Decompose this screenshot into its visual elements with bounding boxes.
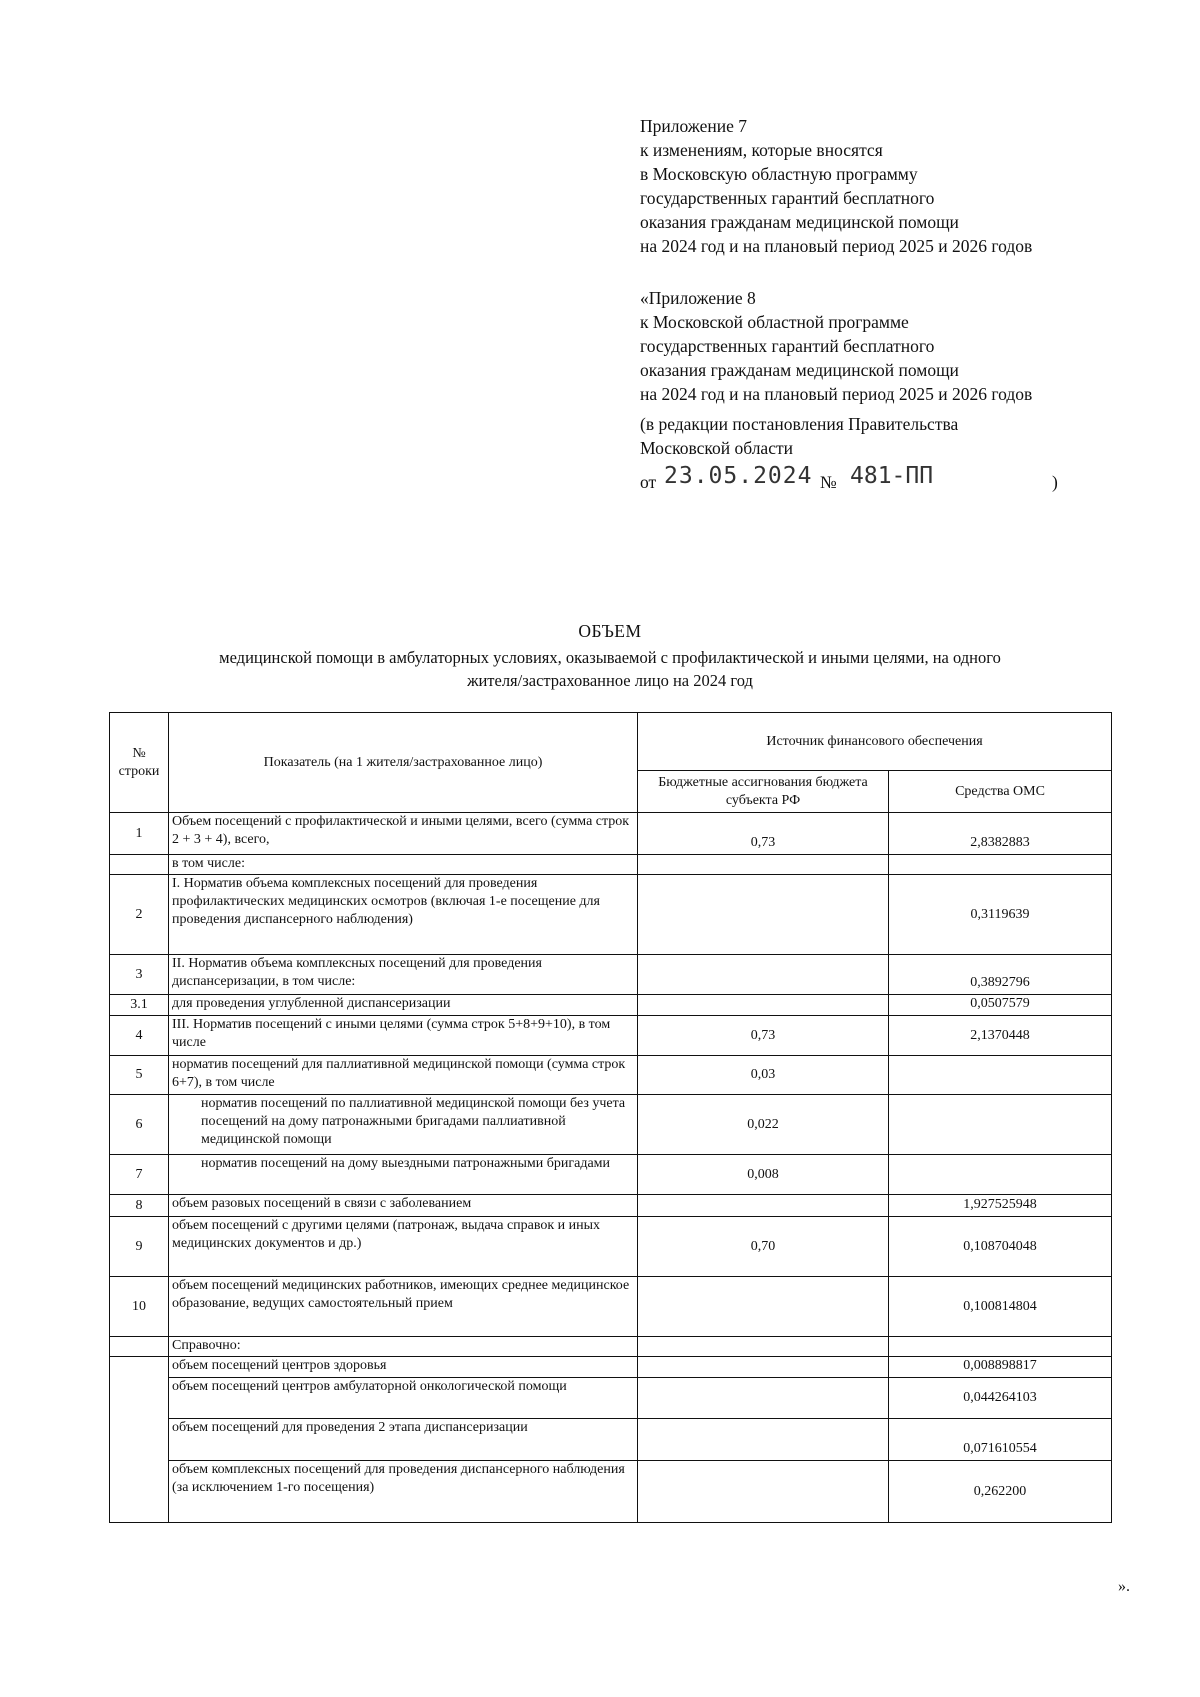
appendix-header (640, 114, 1160, 494)
row-oms (889, 1056, 1112, 1095)
row-indicator: объем посещений медицинских работников, имеющих среднее медицинское образование, ведущих самостоятельный прием (169, 1277, 638, 1337)
row-oms (889, 1337, 1112, 1357)
row-budget (638, 1337, 889, 1357)
row-number: 1 (110, 813, 169, 855)
table-row (110, 1195, 1112, 1217)
row-indicator: I. Норматив объема комплексных посещений для проведения профилактических медицинских осмотров (включая 1-е посещение для проведения диспансерного наблюдения) (169, 875, 638, 955)
row-budget (638, 1419, 889, 1461)
row-budget: 0,70 (638, 1217, 889, 1277)
table-row (110, 1461, 1112, 1523)
quote-line: государственных гарантий бесплатного (640, 336, 935, 356)
quote-line: «Приложение 8 (640, 288, 756, 308)
row-budget (638, 1378, 889, 1419)
close-paren: ) (1052, 472, 1058, 492)
row-budget: 0,73 (638, 813, 889, 855)
row-number: 2 (110, 875, 169, 955)
row-indicator: объем комплексных посещений для проведения диспансерного наблюдения (за исключением 1-го посещения) (169, 1461, 638, 1523)
row-oms: 0,071610554 (889, 1419, 1112, 1461)
row-oms: 2,1370448 (889, 1016, 1112, 1056)
row-number: 5 (110, 1056, 169, 1095)
row-indicator: в том числе: (169, 855, 638, 875)
table-row (110, 855, 1112, 875)
row-oms (889, 855, 1112, 875)
row-oms: 0,100814804 (889, 1277, 1112, 1337)
row-number: 3.1 (110, 995, 169, 1016)
resolution-stamp (640, 464, 1160, 494)
quote-line: на 2024 год и на плановый период 2025 и 2026 годов (640, 384, 1033, 404)
row-oms: 0,3892796 (889, 955, 1112, 995)
document-title (110, 621, 1110, 642)
row-indicator: норматив посещений для паллиативной медицинской помощи (сумма строк 6+7), в том числе (169, 1056, 638, 1095)
row-indicator: II. Норматив объема комплексных посещений для проведения диспансеризации, в том числе: (169, 955, 638, 995)
row-budget (638, 1277, 889, 1337)
appendix-line: оказания гражданам медицинской помощи (640, 212, 959, 232)
number-label: № (820, 472, 837, 492)
row-oms: 0,044264103 (889, 1378, 1112, 1419)
row-budget: 0,008 (638, 1155, 889, 1195)
title-heading: ОБЪЕМ (578, 621, 642, 641)
table-row (110, 1378, 1112, 1419)
table-row (110, 995, 1112, 1016)
table-row (110, 813, 1112, 855)
table-row (110, 1337, 1112, 1357)
table-row (110, 1419, 1112, 1461)
col-header-indicator: Показатель (на 1 жителя/застрахованное лицо) (169, 713, 638, 813)
quote-line: оказания гражданам медицинской помощи (640, 360, 959, 380)
table-row (110, 955, 1112, 995)
row-budget (638, 955, 889, 995)
table-row (110, 1277, 1112, 1337)
appendix-line: на 2024 год и на плановый период 2025 и 2026 годов (640, 236, 1033, 256)
table-row (110, 875, 1112, 955)
row-budget (638, 995, 889, 1016)
volume-table (109, 712, 1112, 1523)
row-budget (638, 875, 889, 955)
row-indicator: Справочно: (169, 1337, 638, 1357)
document-subtitle (110, 646, 1110, 692)
row-oms: 1,927525948 (889, 1195, 1112, 1217)
row-indicator: объем посещений центров амбулаторной онкологической помощи (169, 1378, 638, 1419)
row-number: 3 (110, 955, 169, 995)
row-oms: 2,8382883 (889, 813, 1112, 855)
row-oms: 0,262200 (889, 1461, 1112, 1523)
row-budget (638, 1357, 889, 1378)
appendix-line: государственных гарантий бесплатного (640, 188, 935, 208)
quote-line: к Московской областной программе (640, 312, 909, 332)
row-indicator: объем разовых посещений в связи с заболеванием (169, 1195, 638, 1217)
row-number: 10 (110, 1277, 169, 1337)
table-row (110, 1016, 1112, 1056)
row-indicator: для проведения углубленной диспансеризации (169, 995, 638, 1016)
table-row (110, 1357, 1112, 1378)
row-number: 4 (110, 1016, 169, 1056)
row-number: 7 (110, 1155, 169, 1195)
appendix-line: к изменениям, которые вносятся (640, 140, 883, 160)
row-oms: 0,3119639 (889, 875, 1112, 955)
title-line-2: жителя/застрахованное лицо на 2024 год (467, 671, 753, 690)
row-indicator: норматив посещений на дому выездными патронажными бригадами (169, 1155, 638, 1195)
row-oms (889, 1095, 1112, 1155)
resolution-number: 481-ПП (850, 463, 934, 489)
row-indicator: объем посещений с другими целями (патронаж, выдача справок и иных медицинских документов и др.) (169, 1217, 638, 1277)
row-number: 9 (110, 1217, 169, 1277)
row-number (110, 1337, 169, 1357)
table-row (110, 1155, 1112, 1195)
table-row (110, 1056, 1112, 1095)
col-header-budget: Бюджетные ассигнования бюджета субъекта РФ (638, 771, 889, 813)
row-indicator: объем посещений центров здоровья (169, 1357, 638, 1378)
row-budget: 0,022 (638, 1095, 889, 1155)
col-header-no: № строки (110, 713, 169, 813)
row-budget (638, 1461, 889, 1523)
row-indicator: Объем посещений с профилактической и иными целями, всего (сумма строк 2 + 3 + 4), всего, (169, 813, 638, 855)
row-indicator: объем посещений для проведения 2 этапа диспансеризации (169, 1419, 638, 1461)
appendix-line: в Московскую областную программу (640, 164, 918, 184)
row-number (110, 855, 169, 875)
edition-line: Московской области (640, 438, 793, 458)
row-oms: 0,108704048 (889, 1217, 1112, 1277)
row-budget: 0,73 (638, 1016, 889, 1056)
from-label: от (640, 472, 657, 492)
appendix-line: Приложение 7 (640, 116, 748, 136)
row-indicator: норматив посещений по паллиативной медицинской помощи без учета посещений на дому патронажными бригадами паллиативной медицинской помощи (169, 1095, 638, 1155)
table-row (110, 1095, 1112, 1155)
row-oms: 0,008898817 (889, 1357, 1112, 1378)
row-indicator: III. Норматив посещений с иными целями (сумма строк 5+8+9+10), в том числе (169, 1016, 638, 1056)
row-oms (889, 1155, 1112, 1195)
closing-quote-mark: ». (1118, 1578, 1130, 1595)
row-budget (638, 855, 889, 875)
col-header-source: Источник финансового обеспечения (638, 713, 1112, 771)
table-row (110, 1217, 1112, 1277)
title-line-1: медицинской помощи в амбулаторных условиях, оказываемой с профилактической и иными целями, на одного (219, 648, 1001, 667)
row-budget: 0,03 (638, 1056, 889, 1095)
col-header-oms: Средства ОМС (889, 771, 1112, 813)
row-number: 6 (110, 1095, 169, 1155)
row-budget (638, 1195, 889, 1217)
row-number (110, 1357, 169, 1523)
row-number: 8 (110, 1195, 169, 1217)
resolution-date: 23.05.2024 (664, 463, 813, 489)
edition-line: (в редакции постановления Правительства (640, 414, 959, 434)
row-oms: 0,0507579 (889, 995, 1112, 1016)
